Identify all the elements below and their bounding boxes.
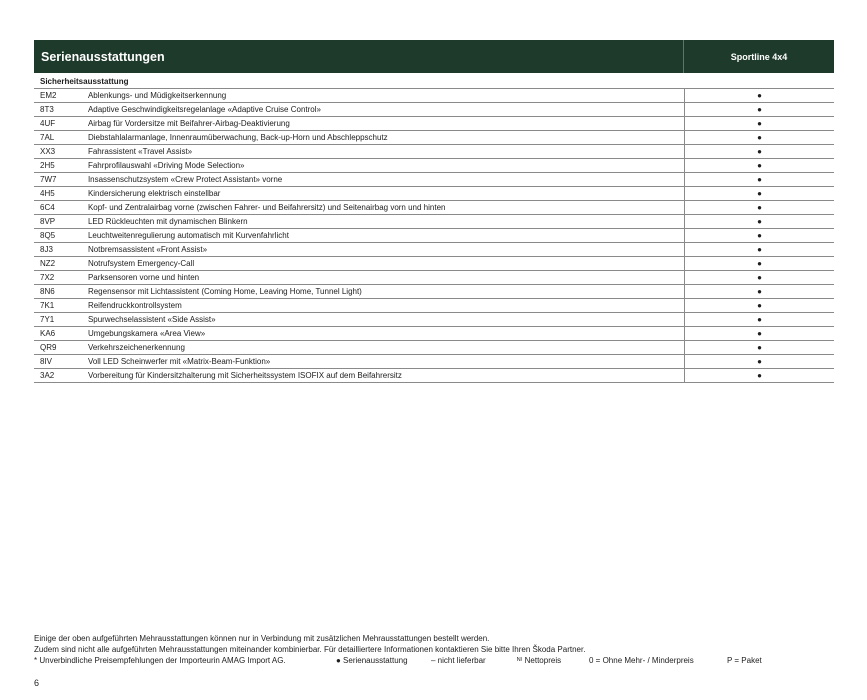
option-description: Verkehrszeichenerkennung	[88, 341, 685, 355]
option-code: 8T3	[34, 103, 88, 117]
legend	[34, 655, 834, 666]
option-code: 4UF	[34, 117, 88, 131]
option-code: 2H5	[34, 159, 88, 173]
table-row	[34, 327, 834, 341]
option-description: Insassenschutzsystem «Crew Protect Assistant» vorne	[88, 173, 685, 187]
model-column-header: Sportline 4x4	[730, 51, 788, 62]
legend-item: 0 = Ohne Mehr- / Minderpreis	[589, 656, 694, 665]
availability-mark: ●	[685, 243, 834, 257]
table-row	[34, 103, 834, 117]
option-code: 7AL	[34, 131, 88, 145]
option-description: Reifendruckkontrollsystem	[88, 299, 685, 313]
option-code: QR9	[34, 341, 88, 355]
table-body	[34, 89, 834, 383]
option-code: KA6	[34, 327, 88, 341]
table-row	[34, 89, 834, 103]
availability-mark: ●	[685, 369, 834, 383]
table-row	[34, 187, 834, 201]
option-description: Notbremsassistent «Front Assist»	[88, 243, 685, 257]
table-row	[34, 117, 834, 131]
table-row	[34, 173, 834, 187]
option-code: EM2	[34, 89, 88, 103]
option-code: 7X2	[34, 271, 88, 285]
option-description: Adaptive Geschwindigkeitsregelanlage «Adaptive Cruise Control»	[88, 103, 685, 117]
option-code: 8VP	[34, 215, 88, 229]
availability-mark: ●	[685, 117, 834, 131]
option-description: Umgebungskamera «Area View»	[88, 327, 685, 341]
footnote-line: Zudem sind nicht alle aufgeführten Mehrausstattungen miteinander kombinierbar. Für detailliertere Informationen kontaktieren Sie bitte Ihren Škoda Partner.	[34, 645, 586, 654]
option-description: Kopf- und Zentralairbag vorne (zwischen Fahrer- und Beifahrersitz) und Seitenairbag vorn und hinten	[88, 201, 685, 215]
table-row	[34, 271, 834, 285]
availability-mark: ●	[685, 131, 834, 145]
option-description: Notrufsystem Emergency-Call	[88, 257, 685, 271]
option-code: 7Y1	[34, 313, 88, 327]
availability-mark: ●	[685, 271, 834, 285]
option-code: 7K1	[34, 299, 88, 313]
option-description: Parksensoren vorne und hinten	[88, 271, 685, 285]
availability-mark: ●	[685, 299, 834, 313]
option-code: 8N6	[34, 285, 88, 299]
option-description: Leuchtweitenregulierung automatisch mit Kurvenfahrlicht	[88, 229, 685, 243]
table-row	[34, 369, 834, 383]
availability-mark: ●	[685, 355, 834, 369]
availability-mark: ●	[685, 173, 834, 187]
footnotes	[34, 633, 834, 666]
availability-mark: ●	[685, 313, 834, 327]
table-title: Serienausstattungen	[34, 40, 684, 73]
option-description: Regensensor mit Lichtassistent (Coming Home, Leaving Home, Tunnel Light)	[88, 285, 685, 299]
table-row	[34, 299, 834, 313]
table-row	[34, 285, 834, 299]
option-description: Fahrprofilauswahl «Driving Mode Selection»	[88, 159, 685, 173]
option-description: Spurwechselassistent «Side Assist»	[88, 313, 685, 327]
option-description: Fahrassistent «Travel Assist»	[88, 145, 685, 159]
availability-mark: ●	[685, 257, 834, 271]
option-description: Kindersicherung elektrisch einstellbar	[88, 187, 685, 201]
table-header	[34, 40, 834, 73]
legend-item: ● Serienausstattung	[336, 656, 408, 665]
option-description: Airbag für Vordersitze mit Beifahrer-Airbag-Deaktivierung	[88, 117, 685, 131]
table-row	[34, 243, 834, 257]
option-code: 6C4	[34, 201, 88, 215]
table-row	[34, 201, 834, 215]
page-number: 6	[34, 678, 40, 688]
legend-item: – nicht lieferbar	[431, 656, 486, 665]
availability-mark: ●	[685, 341, 834, 355]
section-heading: Sicherheitsausstattung	[34, 75, 834, 89]
table-row	[34, 313, 834, 327]
option-description: Diebstahlalarmanlage, Innenraumüberwachung, Back-up-Horn und Abschleppschutz	[88, 131, 685, 145]
availability-mark: ●	[685, 159, 834, 173]
equipment-table	[34, 40, 834, 383]
table-row	[34, 131, 834, 145]
table-row	[34, 341, 834, 355]
legend-item: ᴺ⁾ Nettopreis	[517, 656, 562, 665]
availability-mark: ●	[685, 89, 834, 103]
availability-mark: ●	[685, 201, 834, 215]
option-code: 8IV	[34, 355, 88, 369]
table-row	[34, 215, 834, 229]
legend-item: P = Paket	[727, 656, 762, 665]
option-code: 8Q5	[34, 229, 88, 243]
availability-mark: ●	[685, 327, 834, 341]
table-row	[34, 355, 834, 369]
option-description: Ablenkungs- und Müdigkeitserkennung	[88, 89, 685, 103]
availability-mark: ●	[685, 145, 834, 159]
legend-item: * Unverbindliche Preisempfehlungen der Importeurin AMAG Import AG.	[34, 656, 286, 665]
option-description: Voll LED Scheinwerfer mit «Matrix-Beam-Funktion»	[88, 355, 685, 369]
availability-mark: ●	[685, 103, 834, 117]
availability-mark: ●	[685, 187, 834, 201]
option-code: 7W7	[34, 173, 88, 187]
table-row	[34, 145, 834, 159]
table-row	[34, 229, 834, 243]
option-code: 8J3	[34, 243, 88, 257]
availability-mark: ●	[685, 285, 834, 299]
option-code: 4H5	[34, 187, 88, 201]
option-description: LED Rückleuchten mit dynamischen Blinkern	[88, 215, 685, 229]
table-row	[34, 159, 834, 173]
table-row	[34, 257, 834, 271]
availability-mark: ●	[685, 215, 834, 229]
option-code: XX3	[34, 145, 88, 159]
option-code: NZ2	[34, 257, 88, 271]
footnote-line: Einige der oben aufgeführten Mehrausstattungen können nur in Verbindung mit zusätzlichen Mehrausstattungen bestellt werden.	[34, 634, 490, 643]
option-description: Vorbereitung für Kindersitzhalterung mit Sicherheitssystem ISOFIX auf dem Beifahrersitz	[88, 369, 685, 383]
availability-mark: ●	[685, 229, 834, 243]
option-code: 3A2	[34, 369, 88, 383]
